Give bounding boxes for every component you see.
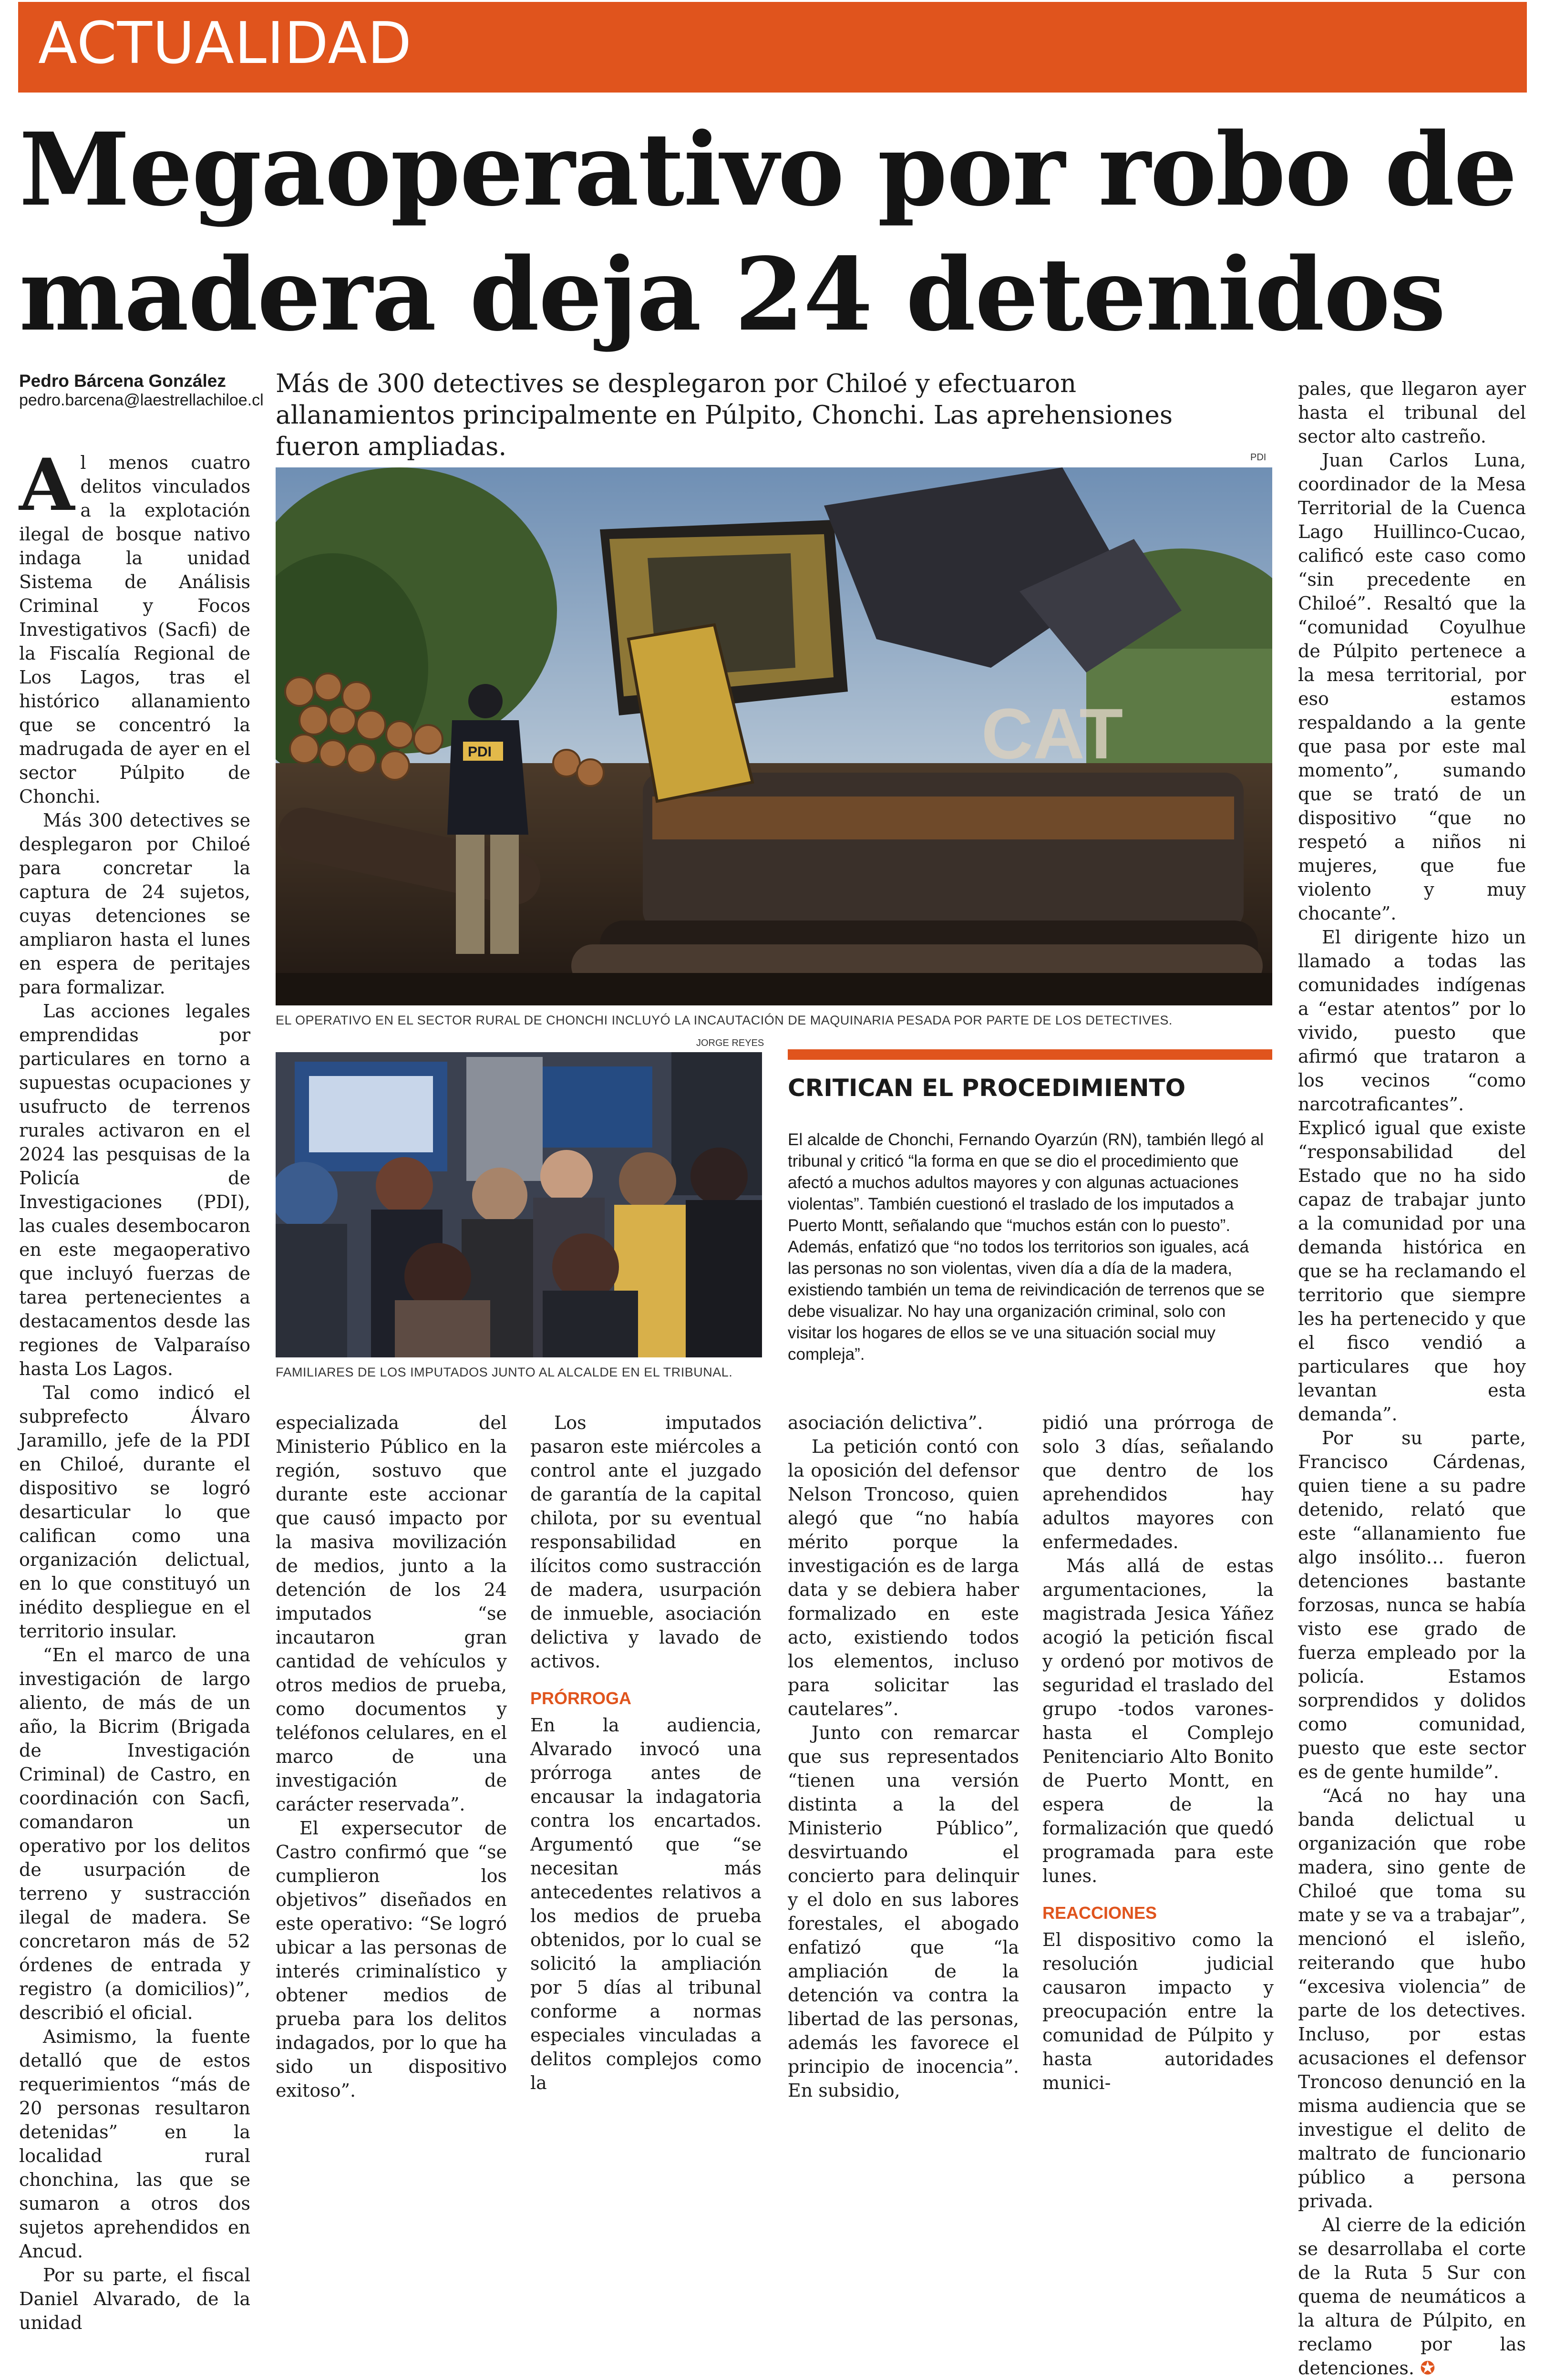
paragraph: Juan Carlos Luna, coordinador de la Mesa Territorial de la Cuenca Lago Huillinco-Cucao, calificó este caso como “sin precedente en Chiloé”. Resaltó que la “comunidad Coyulhue de Púlpito pertenece a la mesa territorial, por eso estamos respaldando a la gente que pasa por este mal momento”, sumando que se trató de un dispositivo “que no respetó a niños ni mujeres, que fue violento y muy chocante”.	[1298, 450, 1526, 924]
paragraph: asociación delictiva”.	[788, 1412, 983, 1433]
paragraph: Al menos cuatro delitos vinculados a la explotación ilegal de bosque nativo indaga la unidad Sistema de Análisis Criminal y Focos Investigativos (Sacfi) de la Fiscalía Regional de Los Lagos, tras el histórico allanamiento que se concentró la madrugada de ayer en el sector Púlpito de Chonchi.	[19, 443, 250, 807]
tribunal-illustration	[276, 1052, 762, 1357]
column-3	[530, 1411, 762, 2095]
paragraph: especializada del Ministerio Público en la región, sostuvo que durante este accionar que causó impacto por la masiva movilización de medios, junto a la detención de los 24 imputados “se incautaron gran cantidad de vehículos y otros medios de prueba, como documentos y teléfonos celulares, en el marco de una investigación de carácter reservada”.	[276, 1412, 507, 1815]
photo-tribunal	[276, 1052, 762, 1357]
deck: Más de 300 detectives se desplegaron por Chiloé y efectuaron allanamientos principalmente en Púlpito, Chonchi. Las aprehensiones fueron ampliadas.	[276, 369, 1173, 461]
paragraph: “En el marco de una investigación de largo aliento, de más de un año, la Bicrim (Brigada de Investigación Criminal) de Castro, en coordinación con Sacfi, comandaron un operativo por los delitos de usurpación de terreno y sustracción ilegal de madera. Se concretaron más de 52 órdenes de entrada y registro (a domicilios)”, describió el oficial.	[19, 1645, 250, 2023]
paragraph: “Acá no hay una banda delictual u organización que robe madera, sino gente de Chiloé que toma su mate y se va a trabajar”, mencionó el isleño, reiterando que hubo “excesiva violencia” de parte de los detectives. Incluso, por estas acusaciones el defensor Troncoso denunció en la misma audiencia que se investigue el delito de maltrato de funcionario público a persona privada.	[1298, 1785, 1526, 2212]
column-5	[1042, 1411, 1274, 2095]
paragraph: Por su parte, Francisco Cárdenas, quien tiene a su padre detenido, relató que este “allanamiento fue algo insólito… fueron detenciones bastante forzosas, nunca se había visto ese grado de fuerza empleado por la policía. Estamos sorprendidos y dolidos como comunidad, puesto que este sector es de gente humilde”.	[1298, 1428, 1526, 1782]
paragraph: Más allá de estas argumentaciones, la magistrada Jesica Yáñez acogió la petición fiscal y ordenó por motivos de seguridad el traslado del grupo -todos varones- hasta el Complejo Penitenciario Alto Bonito de Puerto Montt, en espera de la formalización que quedó programada para este lunes.	[1042, 1555, 1274, 1886]
column-2	[276, 1411, 507, 2102]
box-body	[788, 1129, 1272, 1365]
paragraph: En la audiencia, Alvarado invocó una prórroga antes de encausar la indagatoria contra los encartados. Argumentó que “se necesitan más antecedentes relativos a los medios de prueba obtenidos, por lo cual se solicitó la ampliación por 5 días al tribunal conforme a normas especiales vinculadas a delitos complejos como la	[530, 1715, 762, 2093]
paragraph: Los imputados pasaron este miércoles a control ante el juzgado de garantía de la capital chilota, por su eventual responsabilidad en ilícitos como sustracción de madera, usurpación de inmueble, asociación delictiva y lavado de activos.	[530, 1412, 762, 1672]
paragraph: Asimismo, la fuente detalló que de estos requerimientos “más de 20 personas resultaron detenidas” en la localidad rural chonchina, las que se sumaron a otros dos sujetos aprehendidos en Ancud.	[19, 2026, 250, 2262]
box-title: CRITICAN EL PROCEDIMIENTO	[788, 1074, 1186, 1102]
paragraph: Junto con remarcar que sus representados “tienen una versión distinta a la del Ministerio Público”, desvirtuando el concierto para delinquir y el dolo en sus labores forestales, el abogado enfatizó que “la ampliación de la detención va contra la libertad de las personas, además les favorece el principio de inocencia”. En subsidio,	[788, 1722, 1019, 2101]
paragraph: El expersecutor de Castro confirmó que “se cumplieron los objetivos” diseñados en este operativo: “Se logró ubicar a las personas de interés criminalístico y obtener medios de prueba para los delitos indagados, por lo que ha sido un dispositivo exitoso”.	[276, 1818, 507, 2101]
paragraph: Tal como indicó el subprefecto Álvaro Jaramillo, jefe de la PDI en Chiloé, durante el dispositivo se logró desarticular lo que califican como una organización delictual, en lo que constituyó un inédito despliegue en el territorio insular.	[19, 1382, 250, 1642]
paragraph: El dirigente hizo un llamado a todas las comunidades indígenas a “estar atentos” por lo vivido, puesto que afirmó que trataron a los vecinos “como narcotraficantes”. Explicó igual que existe “responsabilidad del Estado que no ha sido capaz de trabajar junto a la comunidad por una demanda histórica en que se ha reclamando el territorio que siempre les ha pertenecido y que el fisco vendió a particulares que hoy levantan esta demanda”.	[1298, 927, 1526, 1425]
machine-brand: CAT	[981, 693, 1123, 774]
headline	[19, 107, 1526, 357]
box-paragraph: Además, enfatizó que “no todos los territorios son iguales, acá las personas no son violentas, viven día a día de la madera, existiendo también un tema de reivindicación de terrenos que se debe visualizar. No hay una organización criminal, solo con visitar los hogares de ellos se ve una situación social muy compleja”.	[788, 1238, 1265, 1364]
column-6	[1298, 377, 1526, 2380]
paragraph: La petición contó con la oposición del defensor Nelson Troncoso, quien alegó que “no había mérito porque la investigación es de larga data y se debiera haber formalizado en este acto, existiendo todos los elementos, incluso para solicitar las cautelares”.	[788, 1436, 1019, 1719]
paragraph: Más 300 detectives se desplegaron por Chiloé para concretar la captura de 24 sujetos, cuyas detenciones se ampliaron hasta el lunes en espera de peritajes para formalizar.	[19, 810, 250, 998]
byline-email: pedro.barcena@laestrellachiloe.cl	[19, 391, 264, 409]
headline-line-2: madera deja 24 detenidos	[19, 236, 1445, 353]
subhead-prorroga: PRÓRROGA	[530, 1688, 632, 1708]
drop-cap: A	[19, 443, 75, 527]
pdi-badge: PDI	[468, 744, 492, 760]
paragraph: Las acciones legales emprendidas por particulares en torno a supuestas ocupaciones y usufructo de terrenos rurales activaron en el 2024 las pesquisas de la Policía de Investigaciones (PDI), las cuales desembocaron en este megaoperativo que incluyó fuerzas de tarea pertenecientes a destacamentos desde las regiones de Valparaíso hasta Los Lagos.	[19, 1001, 250, 1379]
paragraph: Al cierre de la edición se desarrollaba el corte de la Ruta 5 Sur con quema de neumáticos a la altura de Púlpito, en reclamo por las detenciones. ✪	[1298, 2214, 1526, 2379]
box-rule	[788, 1049, 1272, 1060]
column-1	[19, 443, 250, 2335]
paragraph: Por su parte, el fiscal Daniel Alvarado, de la unidad	[19, 2265, 250, 2333]
photo-credit: PDI	[1250, 452, 1267, 463]
subhead-reacciones: REACCIONES	[1042, 1903, 1157, 1923]
photo-credit-2: JORGE REYES	[696, 1038, 764, 1048]
byline-author: Pedro Bárcena González	[19, 371, 226, 391]
machinery-illustration	[276, 467, 1272, 1005]
paragraph: pidió una prórroga de solo 3 días, señalando que dentro de los aprehendidos hay adultos mayores con enfermedades.	[1042, 1412, 1274, 1552]
photo-caption-1: EL OPERATIVO EN EL SECTOR RURAL DE CHONCHI INCLUYÓ LA INCAUTACIÓN DE MAQUINARIA PESADA POR PARTE DE LOS DETECTIVES.	[276, 1013, 1173, 1027]
paragraph: El dispositivo como la resolución judicial causaron impacto y preocupación entre la comunidad de Púlpito y hasta autoridades munici-	[1042, 1929, 1274, 2093]
section-label: ACTUALIDAD	[38, 10, 412, 77]
headline-line-1: Megaoperativo por robo de	[19, 111, 1516, 228]
photo-caption-2: FAMILIARES DE LOS IMPUTADOS JUNTO AL ALCALDE EN EL TRIBUNAL.	[276, 1365, 733, 1379]
end-mark-icon: ✪	[1420, 2358, 1435, 2379]
photo-machinery	[276, 467, 1272, 1005]
column-4	[788, 1411, 1019, 2102]
paragraph: pales, que llegaron ayer hasta el tribunal del sector alto castreño.	[1298, 378, 1526, 447]
box-paragraph: El alcalde de Chonchi, Fernando Oyarzún (RN), también llegó al tribunal y criticó “la forma en que se dio el procedimiento que afectó a muchos adultos mayores y con algunas actuaciones violentas”. También cuestionó el traslado de los imputados a Puerto Montt, señalando que “muchos están con lo puesto”.	[788, 1130, 1264, 1235]
section-bar	[18, 2, 1527, 93]
